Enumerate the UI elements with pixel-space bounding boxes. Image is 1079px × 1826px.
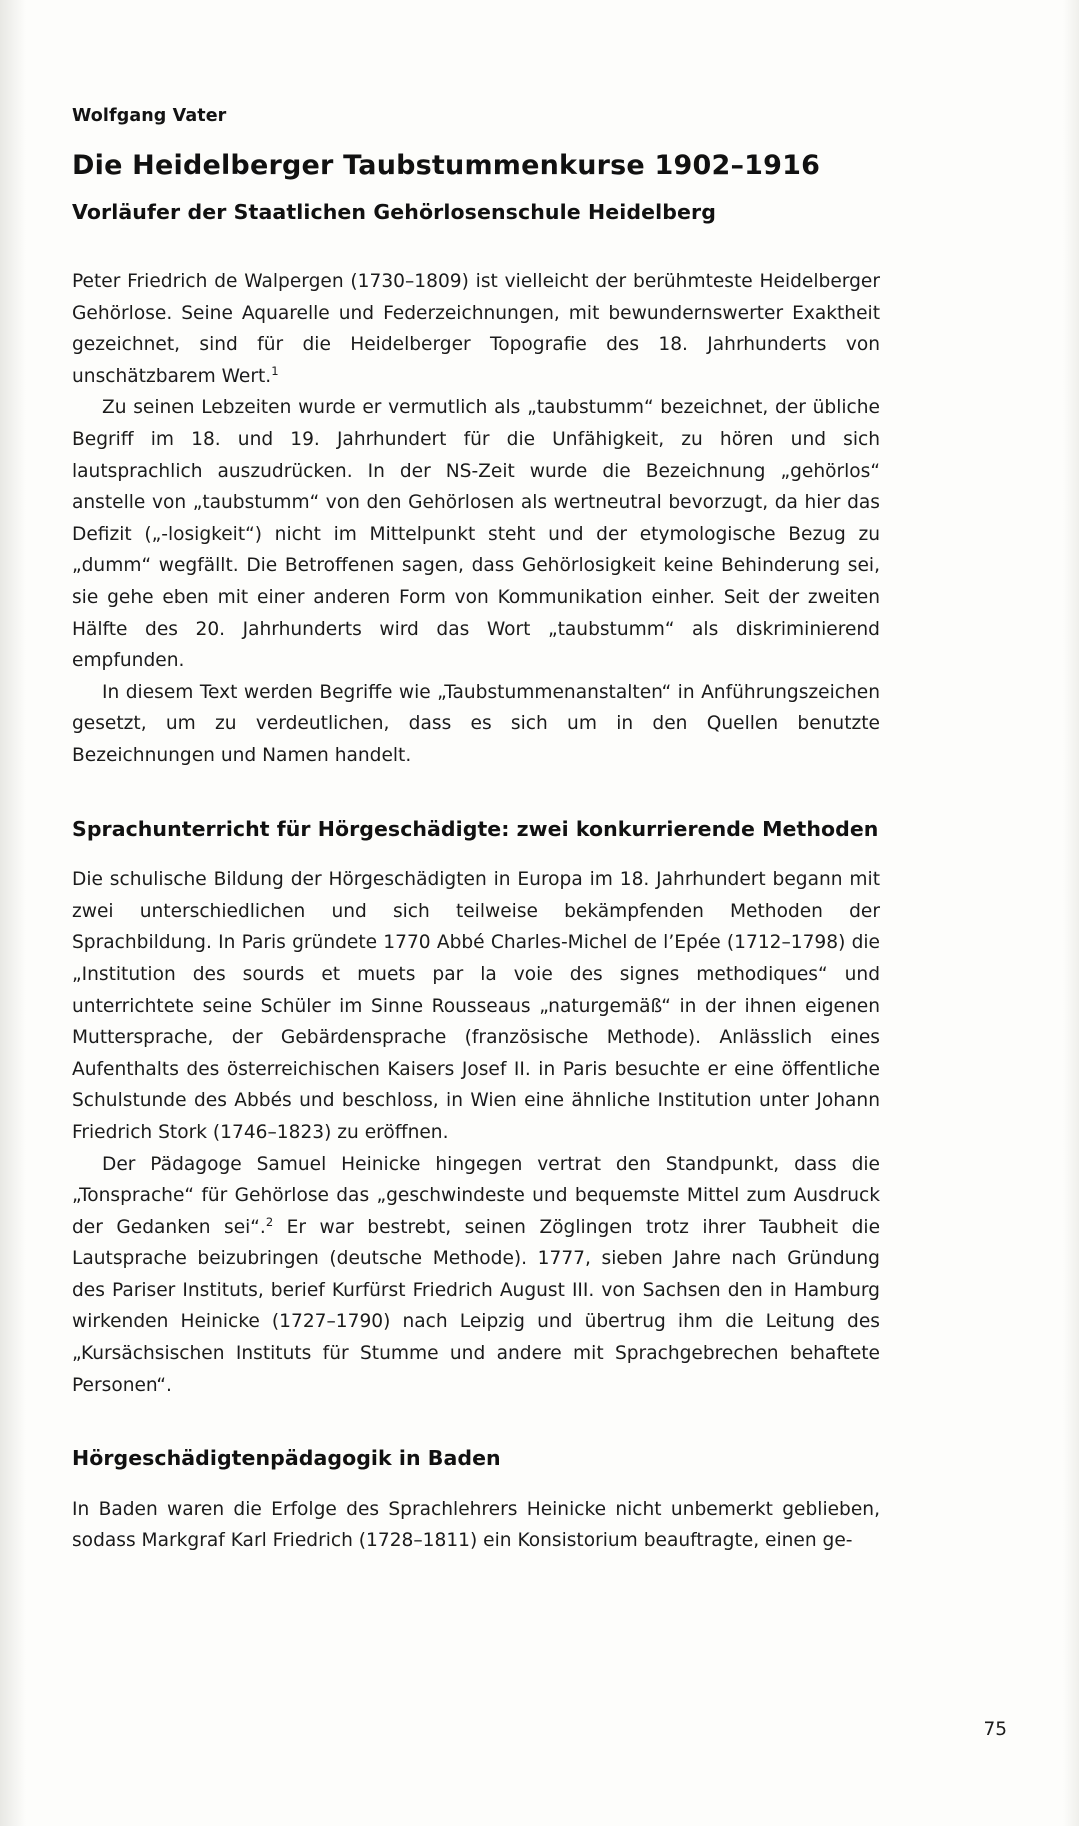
paragraph-intro-3: In diesem Text werden Begriffe wie „Taubstummenanstalten“ in Anführungszeichen gesetzt, um zu verdeutlichen, dass es sich um in den Quellen benutzte Bezeichnungen und Namen handelt. [72, 681, 880, 766]
paragraph-text: Peter Friedrich de Walpergen (1730–1809) ist vielleicht der berühmteste Heidelberger Gehörlose. Seine Aquarelle und Federzeichnungen, mit bewundernswerter Exaktheit gezeichnet, sind für die Heidelberger Topografie des 18. Jahrhunderts von unschätzbarem Wert. [72, 271, 880, 387]
section-heading-baden: Hörgeschädigtenpädagogik in Baden [72, 1446, 501, 1471]
paragraph-text-part-a: Der Pädagoge Samuel Heinicke hingegen vertrat den Standpunkt, dass die „Tonsprache“ für Gehörlose das „geschwindeste und bequemste Mittel zum Ausdruck der Gedanken sei“. [72, 1153, 880, 1238]
page-content [72, 106, 880, 1557]
paragraph-methoden-2 [72, 1149, 880, 1402]
page-subtitle: Vorläufer der Staatlichen Gehörlosenschule Heidelberg [72, 200, 717, 225]
paragraph-text-part-b: Er war bestrebt, seinen Zöglingen trotz ihrer Taubheit die Lautsprache beizubringen (deutsche Methode). 1777, sieben Jahre nach Gründung des Pariser Instituts, berief Kurfürst Friedrich August III. von Sachsen den in Hamburg wirkenden Heinicke (1727–1790) nach Leipzig und übertrug ihm die Leitung des „Kursächsischen Instituts für Stumme und andere mit Sprachgebrechen behaftete Personen“. [72, 1216, 881, 1396]
footnote-marker-1: 1 [271, 363, 279, 378]
author-name: Wolfgang Vater [72, 106, 227, 126]
page-number: 75 [983, 1719, 1007, 1740]
footnote-marker-2: 2 [265, 1214, 274, 1229]
paragraph-methoden-1: Die schulische Bildung der Hörgeschädigten in Europa im 18. Jahrhundert begann mit zwei unterschiedlichen und sich teilweise bekämpfenden Methoden der Sprachbildung. In Paris gründete 1770 Abbé Charles-Michel de l’Epée (1712–1798) die „Institution des sourds et muets par la voie des signes methodiques“ und unterrichtete seine Schüler im Sinne Rousseaus „naturgemäß“ in der ihnen eigenen Muttersprache, der Gebärdensprache (französische Methode). Anlässlich eines Aufenthalts des österreichischen Kaisers Josef II. in Paris besuchte er eine öffentliche Schulstunde des Abbés und beschloss, in Wien eine ähnliche Institution unter Johann Friedrich Stork (1746–1823) zu eröffnen. [72, 869, 880, 1143]
paragraph-intro-1 [72, 266, 880, 392]
paragraph-baden-1: In Baden waren die Erfolge des Sprachlehrers Heinicke nicht unbemerkt geblieben, sodass Markgraf Karl Friedrich (1728–1811) ein Konsistorium beauftragte, einen ge- [72, 1498, 880, 1552]
section-heading-methoden: Sprachunterricht für Hörgeschädigte: zwei konkurrierende Methoden [72, 816, 879, 841]
page-title: Die Heidelberger Taubstummenkurse 1902–1916 [72, 150, 821, 181]
paragraph-intro-2: Zu seinen Lebzeiten wurde er vermutlich als „taubstumm“ bezeichnet, der übliche Begriff im 18. und 19. Jahrhundert für die Unfähigkeit, zu hören und sich lautsprachlich auszudrücken. In der NS-Zeit wurde die Bezeichnung „gehörlos“ anstelle von „taubstumm“ von den Gehörlosen als wertneutral bevorzugt, da hier das Defizit („-losigkeit“) nicht im Mittelpunkt steht und der etymologische Bezug zu „dumm“ wegfällt. Die Betroffenen sagen, dass Gehörlosigkeit keine Behinderung sei, sie gehe eben mit einer anderen Form von Kommunikation einher. Seit der zweiten Hälfte des 20. Jahrhunderts wird das Wort „taubstumm“ als diskriminierend empfunden. [72, 397, 880, 672]
